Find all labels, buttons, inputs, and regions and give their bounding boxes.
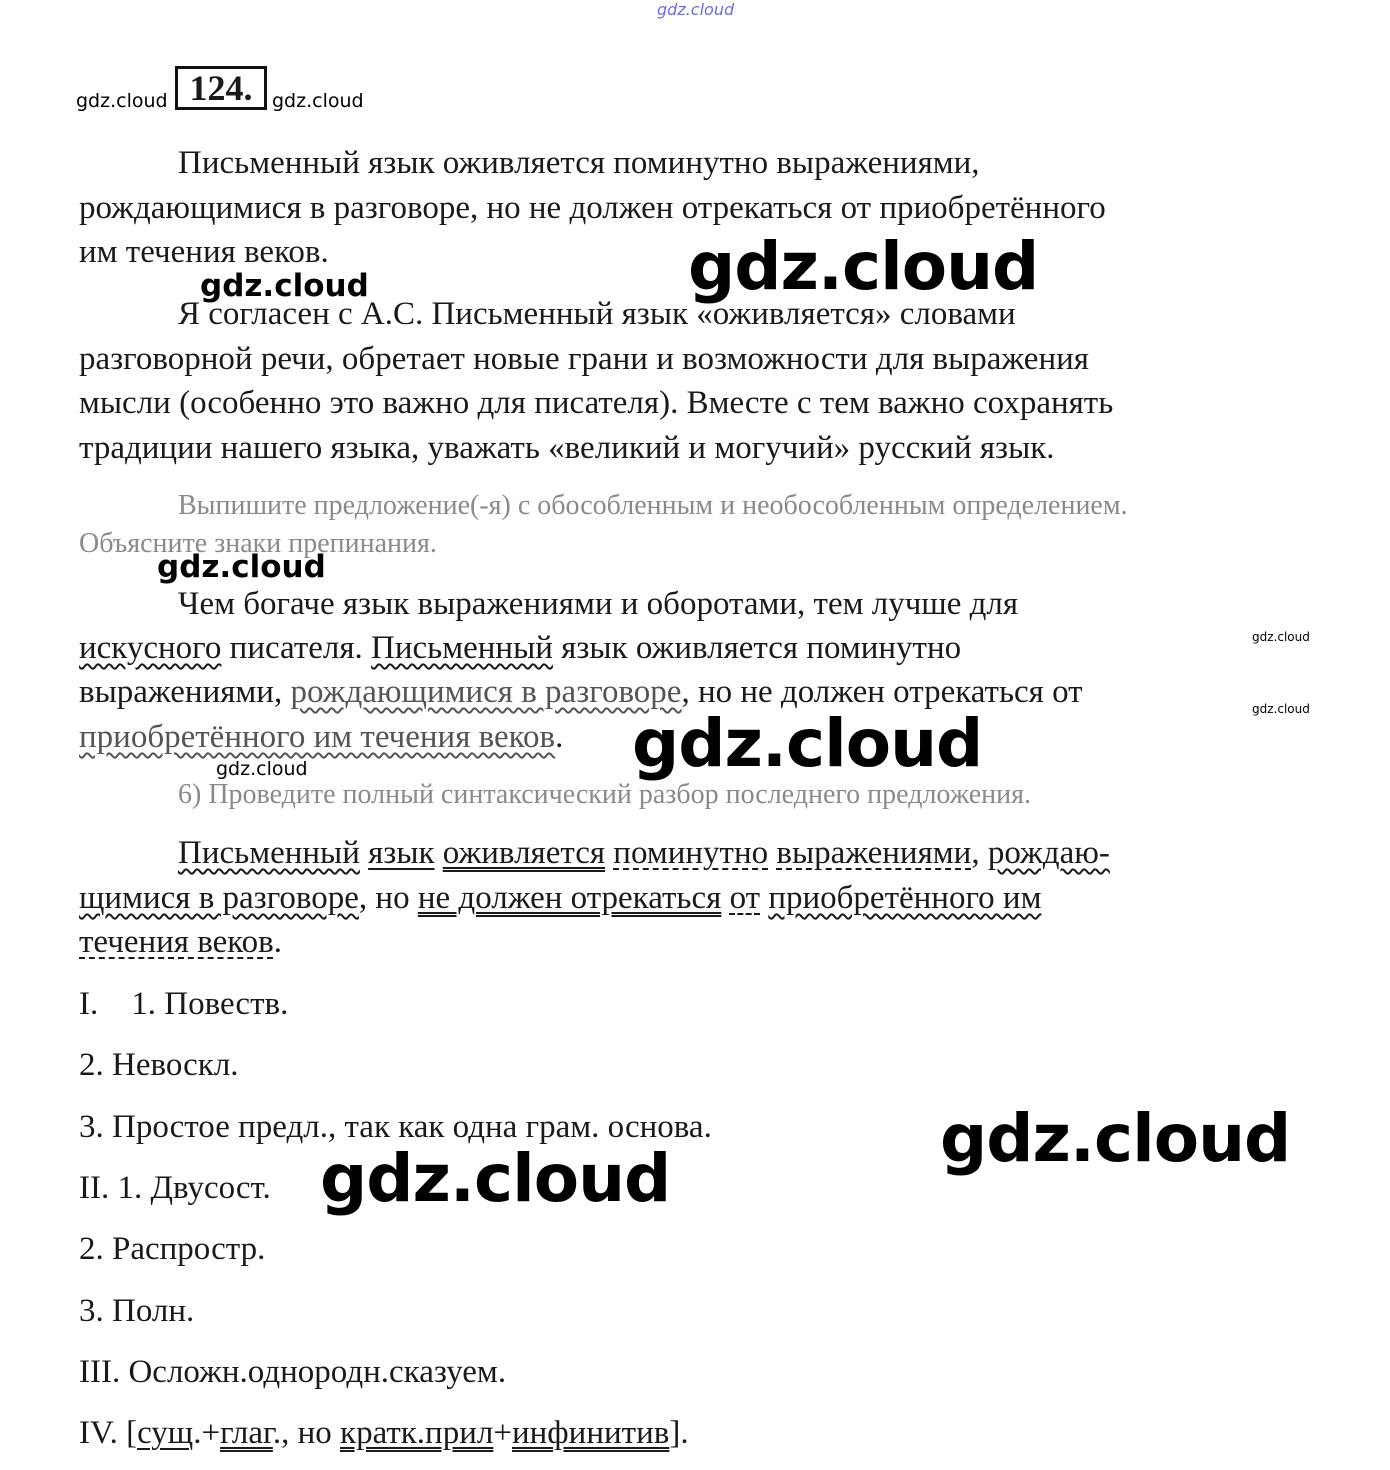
scheme-noun: сущ (137, 1415, 194, 1451)
watermark-header-left: gdz.cloud (76, 90, 168, 112)
watermark-tiny-1: gdz.cloud (1252, 630, 1310, 644)
watermark-big-1: gdz.cloud (688, 228, 1039, 305)
parse-participle-end: щимися в разговоре (79, 880, 359, 916)
word-pismenny: Письменный (371, 630, 553, 666)
parse-participle-start: рождаю- (987, 835, 1110, 871)
parse-line-2: щимися в разговоре, но не должен отрекаться от приобретённого им (79, 880, 1042, 916)
task-a-line-1: Выпишите предложение(-я) с обособленным и необособленным определением. (178, 490, 1128, 521)
scheme-verb: глаг (220, 1415, 273, 1451)
parse-adverbial: поминутно (613, 835, 769, 871)
parse-object-3: течения веков (79, 924, 274, 960)
parse-predicate-2: не должен отрекаться (417, 880, 722, 916)
quote-line-2: рождающимися в разговоре, но не должен отрекаться от приобретённого (79, 190, 1106, 226)
opinion-line-2: разговорной речи, обретает новые грани и возможности для выражения (79, 341, 1089, 377)
watermark-big-3: gdz.cloud (940, 1100, 1291, 1177)
participial-phrase-2: приобретённого им течения веков (79, 719, 556, 755)
parse-line-3: течения веков. (79, 924, 282, 960)
analysis-6: 3. Полн. (79, 1293, 195, 1329)
participial-phrase: рождающимися в разговоре (290, 674, 682, 710)
task-a-line-2: Объясните знаки препинания. (79, 528, 437, 559)
quote-line-3: им течения веков. (79, 234, 329, 270)
opinion-line-3: мысли (особенно это важно для писателя). Вместе с тем важно сохранять (79, 385, 1114, 421)
parse-object-2: приобретённого им (768, 880, 1042, 916)
watermark-tiny-2: gdz.cloud (1252, 702, 1310, 716)
scheme-short-adj: кратк.прил (340, 1415, 494, 1451)
analysis-7: III. Осложн.однородн.сказуем. (79, 1354, 507, 1390)
opinion-line-4: традиции нашего языка, уважать «великий и могучий» русский язык. (79, 430, 1055, 466)
scheme-infinitive: инфинитив (511, 1415, 670, 1451)
parse-attribute: Письменный (178, 835, 360, 871)
watermark-big-2: gdz.cloud (632, 705, 983, 782)
parse-preposition: от (729, 880, 761, 916)
sentence-scheme: IV. [сущ.+глаг., но кратк.прил+инфинитив]. (79, 1415, 689, 1451)
analysis-5: 2. Распростр. (79, 1231, 266, 1267)
answer-a-line-2: искусного писателя. Письменный язык оживляется поминутно (79, 630, 962, 666)
answer-a-line-4: приобретённого им течения веков. (79, 719, 564, 755)
answer-a-line-1: Чем богаче язык выражениями и оборотами, тем лучше для (178, 586, 1019, 622)
watermark-big-4: gdz.cloud (320, 1140, 671, 1217)
watermark-mid-1: gdz.cloud (200, 268, 369, 304)
parse-line-1: Письменный язык оживляется поминутно выражениями, рождаю- (178, 835, 1110, 871)
analysis-1: I. 1. Повеств. (79, 986, 289, 1022)
analysis-3: 3. Простое предл., так как одна грам. основа. (79, 1109, 712, 1145)
quote-line-1: Письменный язык оживляется поминутно выражениями, (178, 145, 980, 181)
watermark-small-1: gdz.cloud (216, 758, 308, 780)
watermark-header-right: gdz.cloud (272, 90, 364, 112)
watermark-top: gdz.cloud (657, 0, 735, 19)
exercise-number: 124. (175, 66, 267, 110)
analysis-2: 2. Невоскл. (79, 1047, 239, 1083)
word-iskusnogo: искусного (79, 630, 222, 666)
watermark-mid-2: gdz.cloud (157, 549, 326, 585)
opinion-line-1: Я согласен с А.С. Письменный язык «оживляется» словами (178, 296, 1016, 332)
task-b: 6) Проведите полный синтаксический разбор последнего предложения. (178, 779, 1031, 810)
parse-object: выражениями (776, 835, 972, 871)
parse-predicate-1: оживляется (442, 835, 606, 871)
answer-a-line-3: выражениями, рождающимися в разговоре, но не должен отрекаться от (79, 674, 1083, 710)
parse-subject: язык (368, 835, 435, 871)
analysis-4: II. 1. Двусост. (79, 1170, 271, 1206)
